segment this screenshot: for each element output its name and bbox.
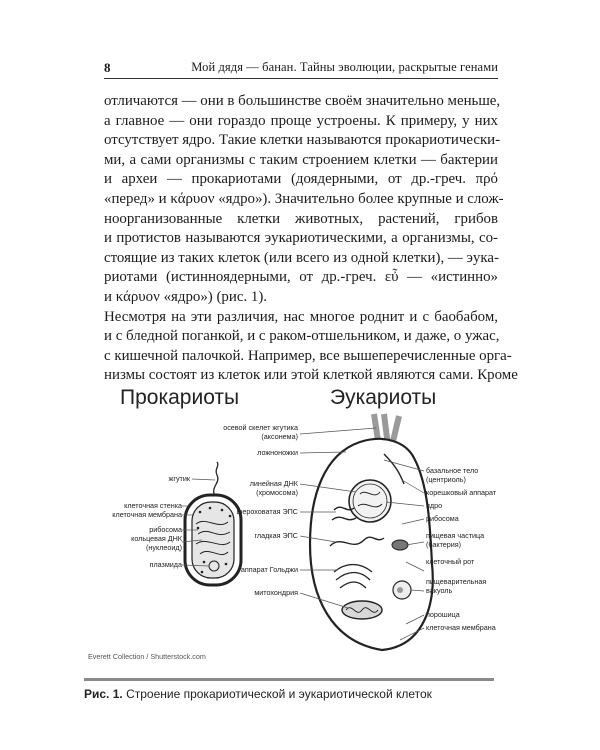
label-linear-dna: линейная ДНК [249, 479, 298, 488]
label-basal-body: базальное тело [426, 466, 479, 475]
label-powder: порошица [426, 610, 460, 619]
eukaryote-title: Эукариоты [330, 386, 437, 409]
eukaryote-cell [310, 414, 433, 650]
label-ribosome: рибосома [149, 525, 182, 534]
label-cell-mouth: клеточный рот [426, 557, 475, 566]
image-credit: Everett Collection / Shutterstock.com [88, 652, 206, 661]
text-line: стоящие из таких клеток (или всего из одной клетки), — эука- [104, 249, 499, 266]
label-chromosome: (хромосома) [256, 488, 298, 497]
label-nucleoid: (нуклеоид) [146, 543, 182, 552]
label-plasmid: плазмида [149, 560, 182, 569]
label-root-apparatus: корешковый аппарат [426, 488, 497, 497]
eukaryote-nucleus [349, 480, 391, 522]
header-rule [104, 78, 498, 79]
text-line: и с бледной поганкой, и с раком-отшельником, и даже, о ужас, [104, 328, 500, 345]
caption-text: Строение прокариотической и эукариотической клеток [122, 687, 432, 701]
label-vacuole: вакуоль [426, 586, 453, 595]
label-nucleus: ядро [426, 501, 443, 510]
prokaryote-title: Прокариоты [120, 386, 240, 409]
text-line: и κάρυον «ядро») (рис. 1). [104, 288, 268, 305]
prokaryote-cell [185, 462, 241, 585]
label-pseudopodia: ложноножки [257, 448, 298, 457]
page-header [104, 60, 498, 74]
text-line: ноорганизованные клетки животных, растений, грибов [104, 210, 498, 227]
text-line: и археи — прокариотами (доядерными, от др.-греч. πρό [104, 171, 498, 188]
label-axoneme-2: (аксонема) [261, 432, 298, 441]
prokaryote-membrane [192, 502, 234, 578]
label-axoneme: осевой скелет жгутика [223, 423, 298, 432]
label-digestive-vacuole: пищеварительная [426, 577, 487, 586]
text-line: и протистов называются эукариотическими, а организмы, со- [104, 230, 498, 247]
label-golgi: аппарат Гольджи [240, 565, 298, 574]
label-rough-er: шероховатая ЭПС [236, 507, 298, 516]
text-line: Несмотря на эти различия, нас многое роднит и с баобабом, [104, 308, 498, 325]
text-line: «перед» и κάρυον «ядро»). Значительно более крупные и слож- [104, 190, 504, 207]
eukaryote-food-particle [392, 540, 408, 550]
page-number: 8 [104, 60, 111, 75]
label-euk-membrane: клеточная мембрана [426, 623, 496, 632]
label-cell-membrane: клеточная мембрана [112, 510, 182, 519]
label-flagellum: жгутик [168, 474, 190, 483]
text-line: риотами (истинноядерными, от др.-греч. εὖ — «истинно» [104, 269, 498, 286]
caption-rule [84, 678, 494, 681]
caption-label: Рис. 1. [84, 687, 123, 701]
label-centriole: (центриоль) [426, 475, 466, 484]
label-cell-wall: клеточная стенка [124, 501, 182, 510]
body-text [104, 92, 518, 386]
running-head: Мой дядя — банан. Тайны эволюции, раскрытые генами [191, 60, 498, 74]
label-ring-dna: кольцевая ДНК [131, 534, 182, 543]
text-line: отсутствует ядро. Такие клетки называются прокариотически- [104, 132, 501, 149]
text-line: отличаются — они в большинстве своём значительно меньше, [104, 93, 501, 109]
label-euk-ribosome: рибосома [426, 514, 459, 523]
label-smooth-er: гладкая ЭПС [254, 531, 298, 540]
prokaryote-flagellum [214, 462, 218, 496]
text-line: низмы состоят из клеток или этой клеткой являются сами. Кроме [104, 367, 518, 384]
label-bacterium: (бактерия) [426, 540, 462, 549]
label-food-particle: пищевая частица [426, 531, 485, 540]
label-mitochondrion: митохондрия [254, 588, 298, 597]
text-line: ми, а сами организмы с таким строением клетки — бактерии [104, 151, 498, 168]
text-line: с кишечной палочкой. Например, все вышеперечисленные орга- [104, 347, 512, 364]
cell-figure [84, 384, 514, 660]
figure-caption [84, 687, 432, 701]
text-line: а главное — они гораздо проще устроены. К примеру, у них [104, 112, 498, 129]
